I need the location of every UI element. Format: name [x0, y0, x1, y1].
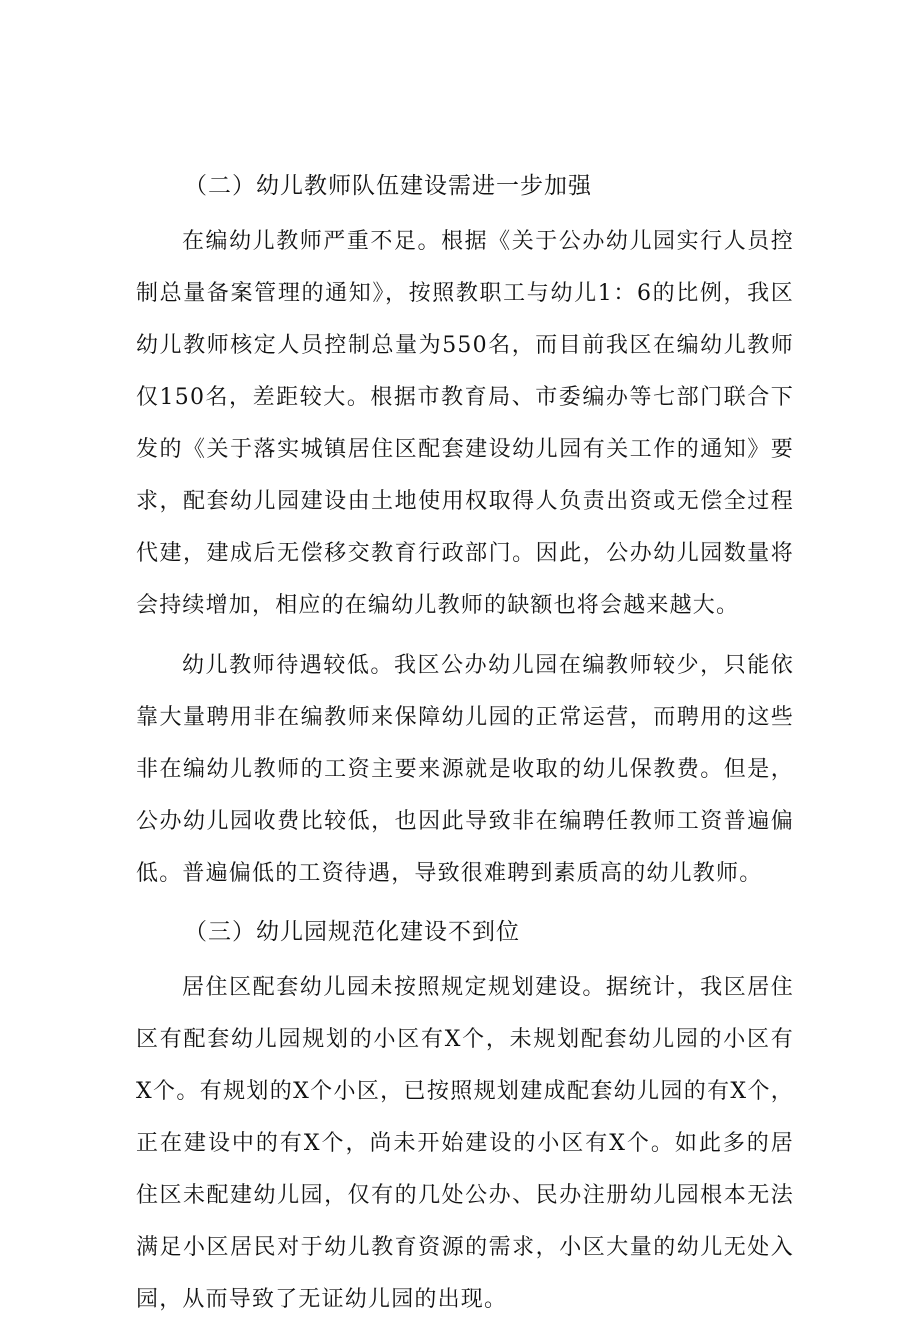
section-heading-3: （三）幼儿园规范化建设不到位: [184, 919, 520, 945]
section-heading-2: （二）幼儿教师队伍建设需进一步加强: [184, 173, 592, 199]
paragraph-low-salary: 幼儿教师待遇较低。我区公办幼儿园在编教师较少，只能依靠大量聘用非在编教师来保障幼儿园的正常运营，而聘用的这些非在编幼儿教师的工资主要来源就是收取的幼儿保教费。但是，公办幼儿园收费比较低，也因此导致非在编聘任教师工资普遍偏低。普遍偏低的工资待遇，导致很难聘到素质高的幼儿教师。: [136, 653, 794, 886]
paragraph-staff-shortage: 在编幼儿教师严重不足。根据《关于公办幼儿园实行人员控制总量备案管理的通知》，按照教职工与幼儿1：6的比例，我区幼儿教师核定人员控制总量为550名，而目前我区在编幼儿教师仅150名，差距较大。根据市教育局、市委编办等七部门联合下发的《关于落实城镇居住区配套建设幼儿园有关工作的通知》要求，配套幼儿园建设由土地使用权取得人负责出资或无偿全过程代建，建成后无偿移交教育行政部门。因此，公办幼儿园数量将会持续增加，相应的在编幼儿教师的缺额也将会越来越大。: [136, 229, 794, 618]
paragraph-residential-kindergartens: 居住区配套幼儿园未按照规定规划建设。据统计，我区居住区有配套幼儿园规划的小区有X个，未规划配套幼儿园的小区有X个。有规划的X个小区，已按照规划建成配套幼儿园的有X个，正在建设中的有X个，尚未开始建设的小区有X个。如此多的居住区未配建幼儿园，仅有的几处公办、民办注册幼儿园根本无法满足小区居民对于幼儿教育资源的需求，小区大量的幼儿无处入园，从而导致了无证幼儿园的出现。: [136, 975, 794, 1312]
document-body: [136, 160, 794, 1326]
